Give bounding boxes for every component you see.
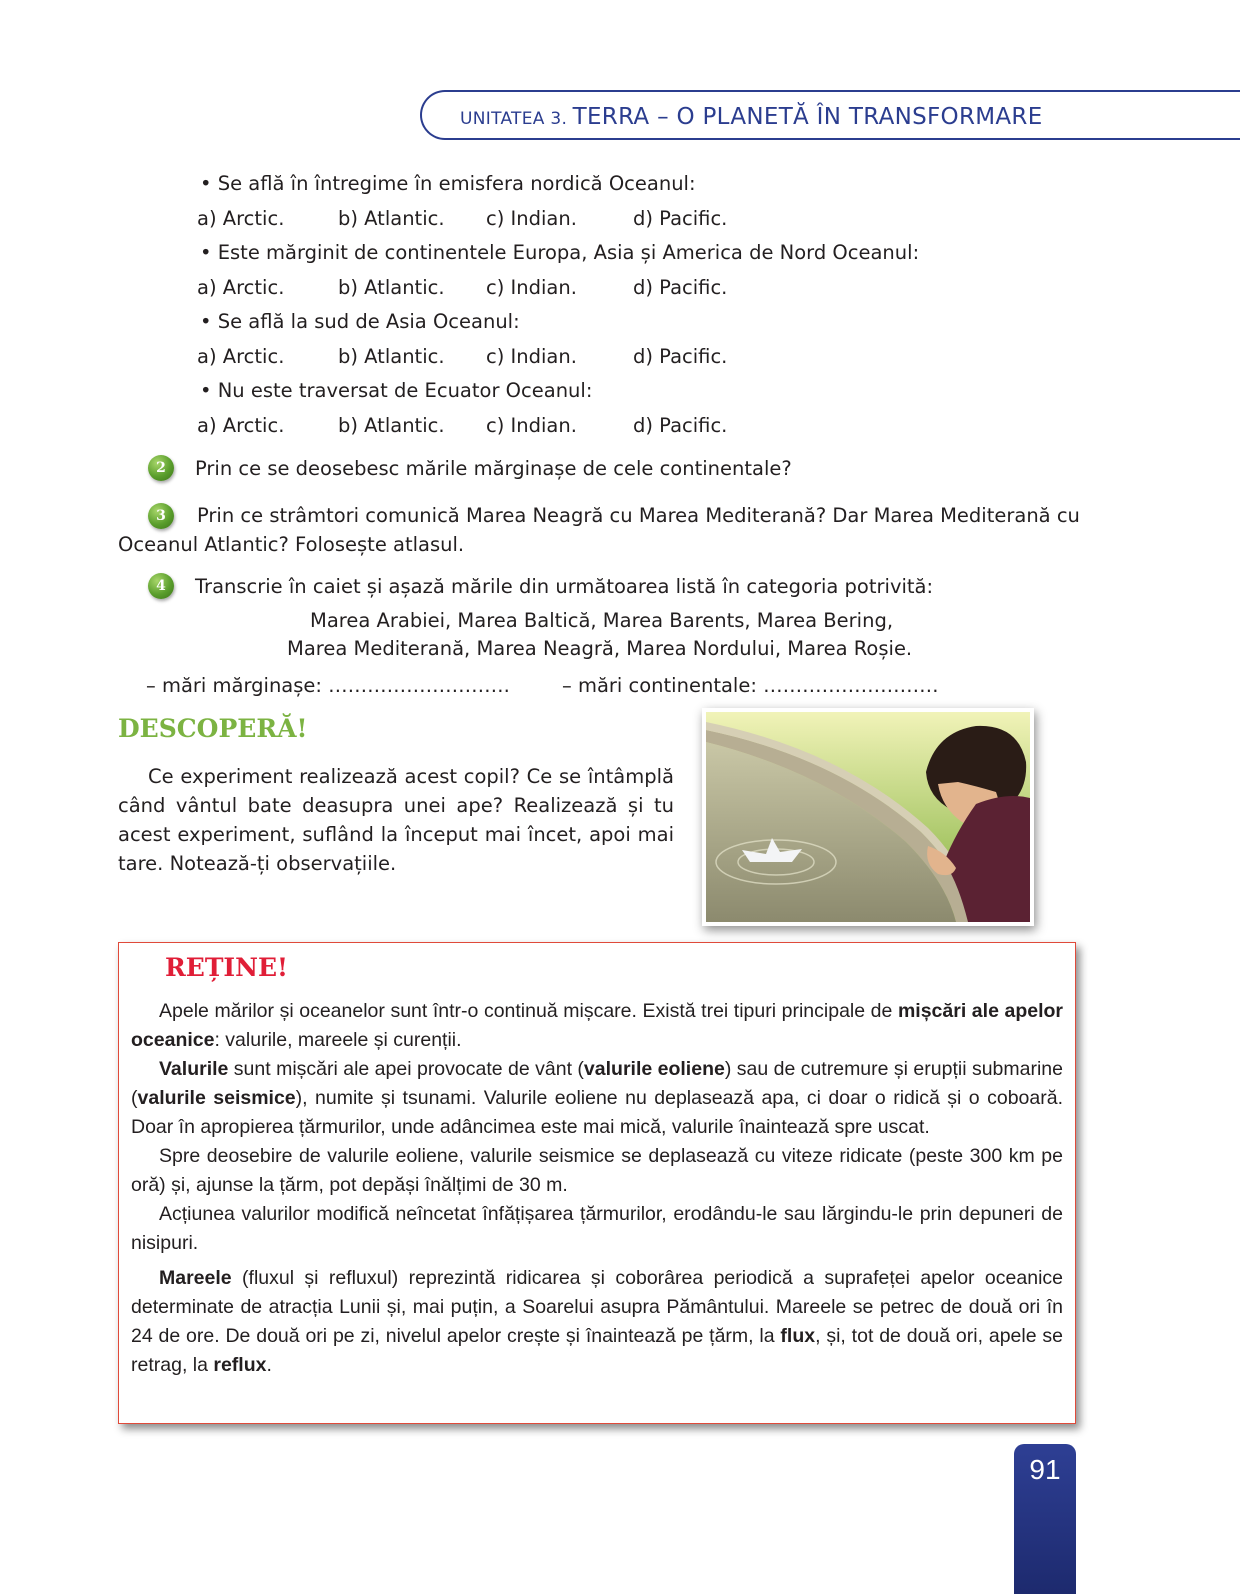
- quiz-option: d) Pacific.: [633, 414, 728, 437]
- question-number-badge: 2: [148, 455, 174, 481]
- quiz-option: a) Arctic.: [197, 276, 285, 299]
- retine-bold-term: Mareele: [159, 1267, 232, 1289]
- chapter-header: [420, 90, 1240, 140]
- quiz-option: a) Arctic.: [197, 207, 285, 230]
- quiz-option: b) Atlantic.: [338, 414, 445, 437]
- unit-title: TERRA – O PLANETĂ ÎN TRANSFORMARE: [572, 104, 1043, 130]
- question-text: Transcrie în caiet și așază mările din următoarea listă în categoria potrivită:: [195, 575, 934, 598]
- quiz-stem: • Este mărginit de continentele Europa, Asia și America de Nord Oceanul:: [200, 241, 920, 264]
- retine-bold-term: Valurile: [159, 1058, 229, 1080]
- quiz-option: b) Atlantic.: [338, 207, 445, 230]
- retine-paragraph: [131, 1055, 1063, 1142]
- retine-bold-term: flux: [780, 1325, 816, 1347]
- retine-text: sunt mișcări ale apei provocate de vânt (: [228, 1058, 584, 1080]
- retine-text: : valurile, mareele și curenții.: [214, 1029, 462, 1051]
- quiz-option: c) Indian.: [486, 276, 577, 299]
- retine-text: Apele mărilor și oceanelor sunt într-o continuă mișcare. Există trei tipuri principale de: [159, 1000, 898, 1022]
- descopera-text: Ce experiment realizează acest copil? Ce se întâmplă când vântul bate deasupra unei ape? Realizează și tu acest experiment, suflând la început mai încet, apoi mai tare. Notează-ți observațiile.: [118, 765, 674, 875]
- retine-body: [131, 997, 1063, 1380]
- retine-title: REȚINE!: [165, 953, 289, 982]
- question-number-badge: 4: [148, 573, 174, 599]
- photo-illustration: [706, 712, 1030, 922]
- category-marginal: – mări mărginașe: ……………………….: [146, 674, 510, 697]
- quiz-option: a) Arctic.: [197, 345, 285, 368]
- retine-box: [118, 942, 1076, 1424]
- quiz-option: b) Atlantic.: [338, 276, 445, 299]
- retine-bold-term: valurile eoliene: [583, 1058, 725, 1080]
- question-number-badge: 3: [148, 503, 174, 529]
- seas-list-line1: Marea Arabiei, Marea Baltică, Marea Barents, Marea Bering,: [310, 609, 894, 632]
- page-number: 91: [1029, 1454, 1061, 1485]
- retine-paragraph: Acțiunea valurilor modifică neîncetat înfățișarea țărmurilor, erodându-le sau lărgindu-le prin depuneri de nisipuri.: [131, 1203, 1063, 1254]
- retine-text: .: [266, 1354, 272, 1376]
- category-continental: – mări continentale: ………………………: [562, 674, 939, 697]
- question-text-line1: Prin ce strâmtori comunică Marea Neagră cu Marea Mediterană? Dar Marea Mediterană cu: [197, 504, 1080, 527]
- quiz-option: c) Indian.: [486, 414, 577, 437]
- quiz-option: d) Pacific.: [633, 345, 728, 368]
- quiz-option: c) Indian.: [486, 207, 577, 230]
- quiz-option: b) Atlantic.: [338, 345, 445, 368]
- descopera-title: DESCOPERĂ!: [118, 714, 308, 743]
- child-blowing-boat-photo: [702, 708, 1034, 926]
- retine-paragraph: [131, 997, 1063, 1055]
- retine-bold-term: mișcări ale apelor oceanice: [131, 1000, 1063, 1051]
- page-number-tab: [1014, 1444, 1076, 1594]
- quiz-option: c) Indian.: [486, 345, 577, 368]
- retine-text: ) sau de cutremure și erupții submarine (: [131, 1058, 1063, 1109]
- retine-bold-term: valurile seismice: [137, 1087, 296, 1109]
- quiz-option: a) Arctic.: [197, 414, 285, 437]
- question-text: Prin ce se deosebesc mările mărginașe de cele continentale?: [195, 457, 792, 480]
- retine-paragraph: [131, 1264, 1063, 1380]
- seas-list-line2: Marea Mediterană, Marea Neagră, Marea Nordului, Marea Roșie.: [287, 637, 913, 660]
- quiz-stem: • Se află în întregime în emisfera nordică Oceanul:: [200, 172, 696, 195]
- retine-text: (fluxul și refluxul) reprezintă ridicarea și coborârea periodică a suprafeței apelor oceanice determinate de atracția Lunii și, mai puțin, a Soarelui asupra Pământului. Mareele se petrec de două ori în 24 de ore. De două ori pe zi, nivelul apelor crește și înaintează pe țărm, la: [131, 1267, 1063, 1347]
- quiz-option: d) Pacific.: [633, 276, 728, 299]
- quiz-stem: • Se află la sud de Asia Oceanul:: [200, 310, 520, 333]
- chapter-header-text: [460, 104, 1043, 130]
- question-text-line2: Oceanul Atlantic? Folosește atlasul.: [118, 533, 465, 556]
- quiz-stem: • Nu este traversat de Ecuator Oceanul:: [200, 379, 593, 402]
- retine-text: , și, tot de două ori, apele se retrag, la: [131, 1325, 1063, 1376]
- retine-bold-term: reflux: [213, 1354, 267, 1376]
- retine-text: ), numite și tsunami. Valurile eoliene nu deplasează apa, ci doar o ridică și o coboară. Doar în apropierea țărmurilor, unde adâncimea este mai mică, valurile înaintează spre uscat.: [131, 1087, 1064, 1138]
- unit-label: UNITATEA 3.: [460, 109, 568, 129]
- retine-paragraph: Spre deosebire de valurile eoliene, valurile seismice se deplasează cu viteze ridicate (peste 300 km pe oră) și, ajunse la țărm, pot depăși înălțimi de 30 m.: [131, 1145, 1063, 1196]
- quiz-option: d) Pacific.: [633, 207, 728, 230]
